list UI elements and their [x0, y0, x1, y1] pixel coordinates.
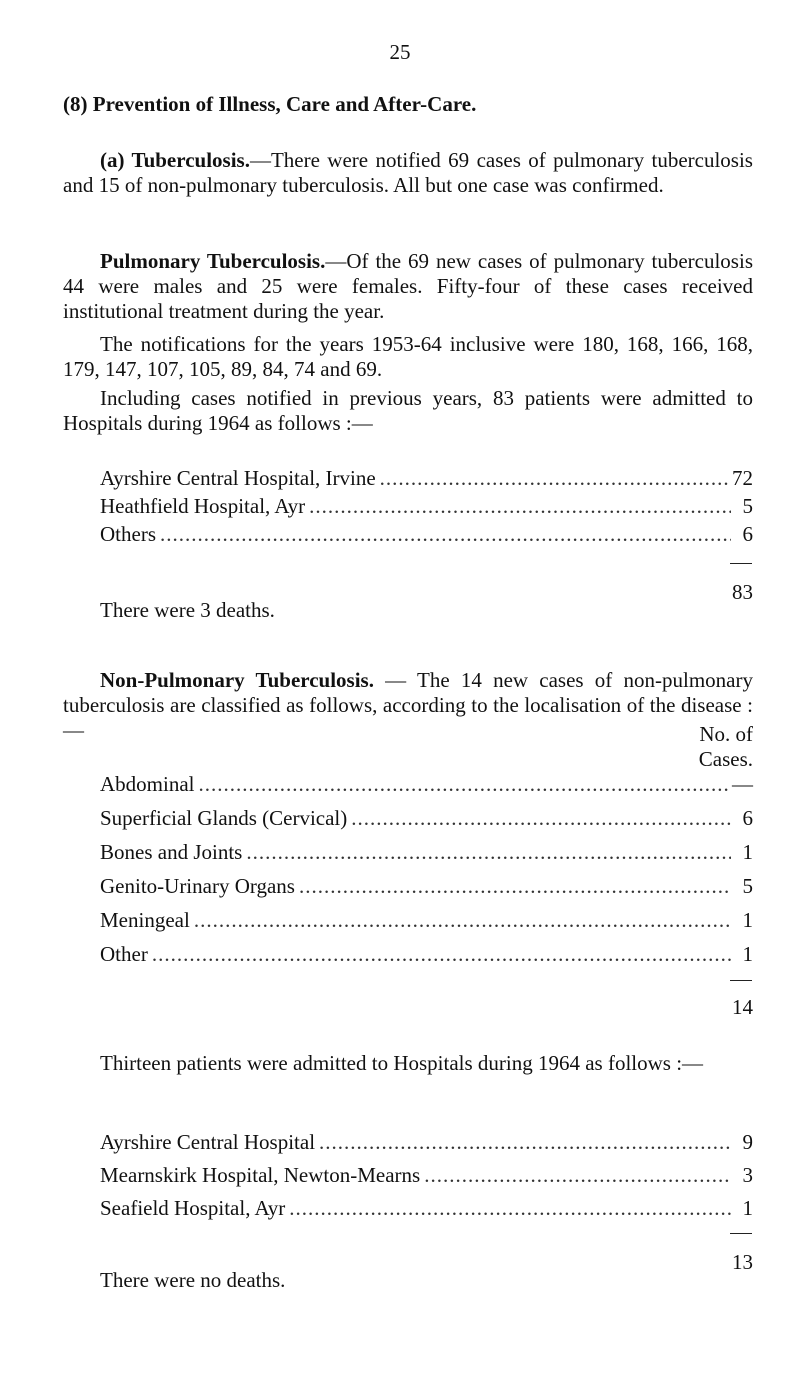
site-name: Other	[100, 942, 148, 966]
non-pulmonary-deaths: There were no deaths.	[100, 1268, 286, 1292]
total-rule	[730, 980, 752, 981]
table-row	[100, 840, 753, 865]
non-pulmonary-paragraph	[63, 668, 753, 743]
table-row	[100, 908, 753, 933]
tuberculosis-lead: (a) Tuberculosis.	[100, 148, 250, 172]
leader-dots	[194, 908, 731, 933]
list-item	[100, 466, 753, 491]
non-pulmonary-admissions-intro: Thirteen patients were admitted to Hospitals during 1964 as follows :—	[100, 1051, 704, 1075]
pulmonary-admissions-intro: Including cases notified in previous years, 83 patients were admitted to Hospitals during 1964 as follows :—	[63, 386, 753, 435]
site-name: Meningeal	[100, 908, 190, 932]
column-header-line2: Cases.	[698, 747, 753, 771]
site-count: 1	[742, 840, 753, 864]
hospital-count: 3	[742, 1163, 753, 1187]
leader-dots	[299, 874, 731, 899]
site-count: —	[732, 772, 753, 796]
pulmonary-deaths: There were 3 deaths.	[100, 598, 275, 622]
tuberculosis-paragraph	[63, 148, 753, 198]
list-item	[100, 494, 753, 519]
total-rule	[730, 563, 752, 564]
site-count: 1	[742, 908, 753, 932]
section-title: (8) Prevention of Illness, Care and After-Care.	[63, 92, 477, 116]
site-name: Superficial Glands (Cervical)	[100, 806, 348, 830]
hospital-count: 5	[742, 494, 753, 518]
site-count: 1	[742, 942, 753, 966]
leader-dots	[319, 1130, 731, 1155]
notifications-paragraph: The notifications for the years 1953-64 inclusive were 180, 168, 166, 168, 179, 147, 107, 105, 89, 84, 74 and 69.	[63, 332, 753, 381]
leader-dots	[424, 1163, 731, 1188]
hospital-name: Ayrshire Central Hospital	[100, 1130, 316, 1154]
table-row	[100, 874, 753, 899]
list-item	[100, 1163, 753, 1188]
list-item	[100, 1196, 753, 1221]
leader-dots	[246, 840, 731, 865]
hospital-name: Ayrshire Central Hospital, Irvine	[100, 466, 376, 490]
non-pulmonary-text: — The 14 new cases of non-pulmonary tuberculosis are classified as follows, according to the localisation of the disease :—	[63, 668, 753, 742]
hospital-count: 6	[742, 522, 753, 546]
non-pulmonary-lead: Non-Pulmonary Tuberculosis.	[100, 668, 374, 692]
pulmonary-total: 83	[732, 580, 753, 604]
pulmonary-text: —Of the 69 new cases of pulmonary tuberculosis 44 were males and 25 were females. Fifty-four of these cases received institutional treatment during the year.	[63, 249, 753, 323]
site-count: 5	[742, 874, 753, 898]
leader-dots	[309, 494, 731, 519]
site-name: Genito-Urinary Organs	[100, 874, 295, 898]
hospital-count: 9	[742, 1130, 753, 1154]
hospital-name: Others	[100, 522, 156, 546]
table-row	[100, 772, 753, 797]
site-name: Abdominal	[100, 772, 195, 796]
site-name: Bones and Joints	[100, 840, 243, 864]
table-row	[100, 806, 753, 831]
leader-dots	[380, 466, 728, 491]
hospital-name: Mearnskirk Hospital, Newton-Mearns	[100, 1163, 421, 1187]
hospital-count: 1	[742, 1196, 753, 1220]
table-row	[100, 942, 753, 967]
pulmonary-paragraph	[63, 249, 753, 324]
hospital-count: 72	[732, 466, 753, 490]
non-pulmonary-total: 14	[732, 995, 753, 1019]
leader-dots	[199, 772, 729, 797]
page-number: 25	[389, 40, 411, 64]
column-header-line1: No. of	[699, 722, 753, 746]
list-item	[100, 1130, 753, 1155]
leader-dots	[289, 1196, 731, 1221]
list-item	[100, 522, 753, 547]
hospital-name: Seafield Hospital, Ayr	[100, 1196, 286, 1220]
site-count: 6	[742, 806, 753, 830]
pulmonary-lead: Pulmonary Tuberculosis.	[100, 249, 326, 273]
hospital-name: Heathfield Hospital, Ayr	[100, 494, 306, 518]
total-rule	[730, 1233, 752, 1234]
leader-dots	[160, 522, 731, 547]
non-pulmonary-hospital-total: 13	[732, 1250, 753, 1274]
leader-dots	[351, 806, 731, 831]
tuberculosis-text: —There were notified 69 cases of pulmonary tuberculosis and 15 of non-pulmonary tuberculosis. All but one case was confirmed.	[63, 148, 753, 197]
leader-dots	[152, 942, 731, 967]
